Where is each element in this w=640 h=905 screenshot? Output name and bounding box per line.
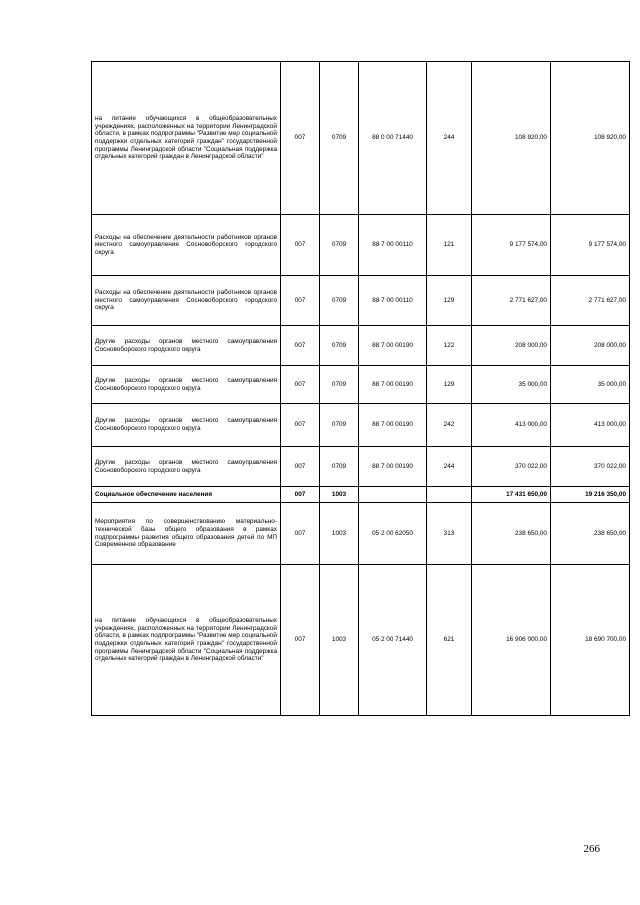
cell-target-article: 88 0 00 71440 bbox=[359, 62, 427, 215]
cell-section-code: 1003 bbox=[320, 487, 359, 503]
table-row bbox=[92, 487, 630, 503]
cell-amount-year-1: 17 431 650,00 bbox=[472, 487, 551, 503]
table-row bbox=[92, 366, 630, 404]
cell-expense-type bbox=[427, 487, 472, 503]
cell-expense-type: 121 bbox=[427, 215, 472, 276]
cell-amount-year-2: 2 771 627,00 bbox=[551, 276, 630, 326]
budget-table bbox=[91, 61, 630, 716]
cell-ministry-code: 007 bbox=[281, 276, 320, 326]
cell-amount-year-1: 35 000,00 bbox=[472, 366, 551, 404]
cell-ministry-code: 007 bbox=[281, 404, 320, 447]
cell-expense-type: 244 bbox=[427, 447, 472, 487]
cell-amount-year-2: 413 000,00 bbox=[551, 404, 630, 447]
cell-section-code: 0709 bbox=[320, 215, 359, 276]
cell-description: на питание обучающихся в общеобразовательных учреждениях, расположенных на территории Ленинградской области, в рамках подпрограммы "Развитие мер социальной поддержки отдельных категорий граждан" государственной программы Ленинградской области "Социальная поддержка отдельных категорий граждан в Ленинградской области" bbox=[92, 565, 281, 716]
cell-amount-year-1: 16 906 000,00 bbox=[472, 565, 551, 716]
cell-ministry-code: 007 bbox=[281, 366, 320, 404]
table-row bbox=[92, 404, 630, 447]
cell-section-code: 0709 bbox=[320, 447, 359, 487]
cell-ministry-code: 007 bbox=[281, 565, 320, 716]
cell-amount-year-2: 19 216 350,00 bbox=[551, 487, 630, 503]
page-number: 266 bbox=[583, 843, 600, 855]
cell-expense-type: 313 bbox=[427, 503, 472, 565]
cell-description: Другие расходы органов местного самоуправления Сосновоборского городского округа bbox=[92, 447, 281, 487]
cell-ministry-code: 007 bbox=[281, 447, 320, 487]
cell-target-article: 05 2 00 62050 bbox=[359, 503, 427, 565]
cell-expense-type: 129 bbox=[427, 276, 472, 326]
cell-section-code: 0709 bbox=[320, 366, 359, 404]
cell-description: Расходы на обеспечение деятельности работников органов местного самоуправления Сосновоборского городского округа bbox=[92, 276, 281, 326]
cell-amount-year-1: 2 771 627,00 bbox=[472, 276, 551, 326]
cell-expense-type: 129 bbox=[427, 366, 472, 404]
table-row bbox=[92, 62, 630, 215]
cell-ministry-code: 007 bbox=[281, 215, 320, 276]
cell-description: Другие расходы органов местного самоуправления Сосновоборского городского округа bbox=[92, 326, 281, 366]
table-row bbox=[92, 447, 630, 487]
cell-expense-type: 244 bbox=[427, 62, 472, 215]
cell-ministry-code: 007 bbox=[281, 487, 320, 503]
cell-amount-year-1: 238 650,00 bbox=[472, 503, 551, 565]
cell-section-code: 1003 bbox=[320, 503, 359, 565]
cell-description: Расходы на обеспечение деятельности работников органов местного самоуправления Сосновоборского городского округа bbox=[92, 215, 281, 276]
cell-section-code: 1003 bbox=[320, 565, 359, 716]
cell-amount-year-2: 238 650,00 bbox=[551, 503, 630, 565]
cell-section-code: 0709 bbox=[320, 326, 359, 366]
cell-description: Другие расходы органов местного самоуправления Сосновоборского городского округа bbox=[92, 366, 281, 404]
cell-target-article: 88 7 00 00190 bbox=[359, 326, 427, 366]
cell-target-article: 88 7 00 00190 bbox=[359, 366, 427, 404]
cell-expense-type: 242 bbox=[427, 404, 472, 447]
cell-amount-year-1: 108 920,00 bbox=[472, 62, 551, 215]
cell-amount-year-1: 208 000,00 bbox=[472, 326, 551, 366]
table-row bbox=[92, 565, 630, 716]
cell-amount-year-1: 370 022,00 bbox=[472, 447, 551, 487]
cell-amount-year-2: 9 177 574,00 bbox=[551, 215, 630, 276]
cell-target-article: 88 7 00 00110 bbox=[359, 276, 427, 326]
cell-amount-year-2: 370 022,00 bbox=[551, 447, 630, 487]
cell-expense-type: 621 bbox=[427, 565, 472, 716]
cell-amount-year-2: 18 690 700,00 bbox=[551, 565, 630, 716]
cell-ministry-code: 007 bbox=[281, 326, 320, 366]
cell-description: Другие расходы органов местного самоуправления Сосновоборского городского округа bbox=[92, 404, 281, 447]
cell-description: Социальное обеспечение населения bbox=[92, 487, 281, 503]
cell-target-article: 88 7 00 00190 bbox=[359, 404, 427, 447]
cell-description: на питание обучающихся в общеобразовательных учреждениях, расположенных на территории Ленинградской области, в рамках подпрограммы "Развитие мер социальной поддержки отдельных категорий граждан" государственной программы Ленинградской области "Социальная поддержка отдельных категорий граждан в Ленинградской области" bbox=[92, 62, 281, 215]
cell-target-article: 88 7 00 00190 bbox=[359, 447, 427, 487]
cell-target-article bbox=[359, 487, 427, 503]
cell-target-article: 88 7 00 00110 bbox=[359, 215, 427, 276]
cell-amount-year-2: 35 000,00 bbox=[551, 366, 630, 404]
cell-amount-year-1: 413 000,00 bbox=[472, 404, 551, 447]
cell-section-code: 0709 bbox=[320, 62, 359, 215]
table-row bbox=[92, 326, 630, 366]
cell-target-article: 05 2 00 71440 bbox=[359, 565, 427, 716]
cell-ministry-code: 007 bbox=[281, 62, 320, 215]
cell-expense-type: 122 bbox=[427, 326, 472, 366]
table-row bbox=[92, 215, 630, 276]
cell-section-code: 0709 bbox=[320, 404, 359, 447]
table-row bbox=[92, 276, 630, 326]
cell-amount-year-1: 9 177 574,00 bbox=[472, 215, 551, 276]
table-row bbox=[92, 503, 630, 565]
cell-description: Мероприятия по совершенствованию материально-технической базы общего образования в рамках подпрограммы развития общего образования детей по МП Современное образование bbox=[92, 503, 281, 565]
cell-amount-year-2: 208 000,00 bbox=[551, 326, 630, 366]
cell-ministry-code: 007 bbox=[281, 503, 320, 565]
cell-amount-year-2: 108 920,00 bbox=[551, 62, 630, 215]
cell-section-code: 0709 bbox=[320, 276, 359, 326]
